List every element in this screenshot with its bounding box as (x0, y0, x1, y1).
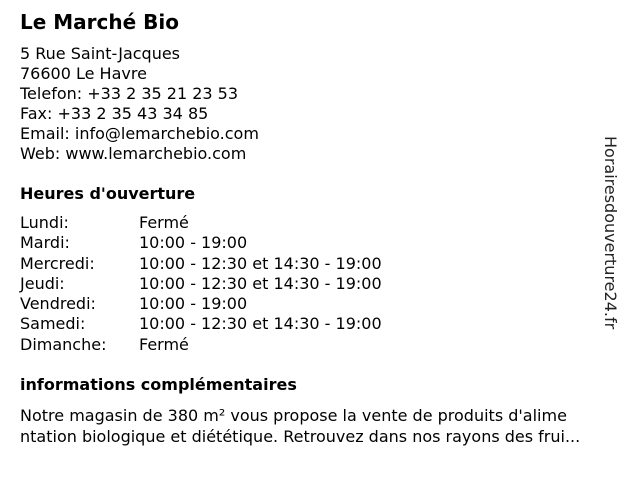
hours-row-sunday (20, 335, 382, 355)
hours-value: 10:00 - 12:30 et 14:30 - 19:00 (139, 314, 382, 334)
hours-row-monday (20, 213, 382, 233)
hours-value: 10:00 - 12:30 et 14:30 - 19:00 (139, 273, 382, 293)
hours-value: 10:00 - 19:00 (139, 233, 248, 253)
opening-hours-title: Heures d'ouverture (20, 184, 196, 203)
hours-row-wednesday (20, 254, 382, 274)
hours-row-friday (20, 294, 382, 314)
hours-value: Fermé (139, 334, 189, 354)
day-label: Samedi: (20, 314, 86, 334)
website-address: Web: www.lemarchebio.com (20, 144, 247, 163)
additional-info-title: informations complémentaires (20, 375, 297, 394)
hours-value: 10:00 - 19:00 (139, 294, 248, 314)
day-label: Lundi: (20, 213, 69, 232)
hours-row-tuesday (20, 233, 382, 253)
description-line-2: ntation biologique et diététique. Retrouvez dans nos rayons des frui... (20, 427, 581, 446)
opening-hours-table (20, 213, 382, 355)
day-label: Jeudi: (20, 273, 65, 293)
address-street: 5 Rue Saint-Jacques (20, 44, 181, 63)
fax-number: Fax: +33 2 35 43 34 85 (20, 104, 209, 123)
store-name: Le Marché Bio (20, 10, 179, 34)
day-label: Vendredi: (20, 294, 96, 314)
email-address: Email: info@lemarchebio.com (20, 124, 259, 143)
day-label: Mercredi: (20, 253, 95, 273)
hours-row-thursday (20, 274, 382, 294)
phone-number: Telefon: +33 2 35 21 23 53 (20, 84, 239, 103)
day-label: Mardi: (20, 233, 70, 253)
contact-block (20, 44, 259, 164)
day-label: Dimanche: (20, 334, 107, 354)
site-watermark: Horairesdouverture24.fr (601, 136, 620, 330)
hours-value: 10:00 - 12:30 et 14:30 - 19:00 (139, 253, 382, 273)
hours-row-saturday (20, 314, 382, 334)
store-description (20, 405, 630, 447)
description-line-1: Notre magasin de 380 m² vous propose la vente de produits d'alime (20, 406, 567, 425)
address-city: 76600 Le Havre (20, 64, 147, 83)
hours-value: Fermé (139, 213, 189, 232)
